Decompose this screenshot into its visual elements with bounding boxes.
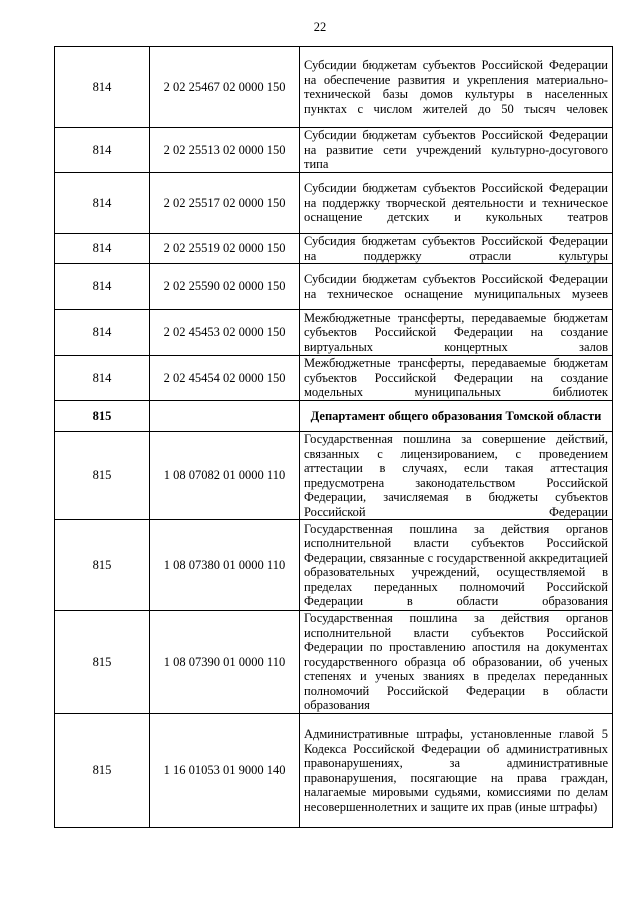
admin-code-cell: 815 [55, 611, 150, 714]
table-row [55, 432, 613, 520]
admin-code-cell: 814 [55, 128, 150, 173]
revenue-name-cell: Межбюджетные трансферты, передаваемые бюджетам субъектов Российской Федерации на создание виртуальных концертных залов [300, 310, 613, 356]
table-row [55, 714, 613, 828]
admin-code-cell: 814 [55, 310, 150, 356]
budget-revenue-table [54, 46, 613, 828]
admin-code-cell: 815 [55, 401, 150, 432]
admin-code-cell: 814 [55, 264, 150, 310]
revenue-name-cell: Государственная пошлина за действия органов исполнительной власти субъектов Российской Федерации по проставлению апостиля на документах государственного образца об образовании, об ученых степенях и ученых званиях в пределах переданных полномочий Российской Федерации в области образования [300, 611, 613, 714]
admin-code-cell: 815 [55, 432, 150, 520]
table-row [55, 128, 613, 173]
page-number: 22 [313, 20, 327, 34]
revenue-name-cell: Государственная пошлина за действия органов исполнительной власти субъектов Российской Федерации, связанные с государственной аккредитацией образовательных учреждений, осуществляемой в пределах переданных полномочий Российской Федерации в области образования [300, 520, 613, 611]
budget-code-cell: 2 02 25513 02 0000 150 [150, 128, 300, 173]
admin-code-cell: 814 [55, 173, 150, 234]
admin-code-cell: 815 [55, 714, 150, 828]
budget-code-cell: 2 02 45454 02 0000 150 [150, 356, 300, 401]
table-row [55, 173, 613, 234]
department-name-cell: Департамент общего образования Томской области [300, 401, 613, 432]
revenue-name-cell: Субсидии бюджетам субъектов Российской Федерации на техническое оснащение муниципальных музеев [300, 264, 613, 310]
budget-code-cell: 2 02 25467 02 0000 150 [150, 47, 300, 128]
budget-code-cell [150, 401, 300, 432]
revenue-name-cell: Субсидии бюджетам субъектов Российской Федерации на обеспечение развития и укрепления материально-технической базы домов культуры в населенных пунктах с числом жителей до 50 тысяч человек [300, 47, 613, 128]
revenue-name-cell: Субсидия бюджетам субъектов Российской Федерации на поддержку отрасли культуры [300, 234, 613, 264]
budget-code-cell: 1 08 07380 01 0000 110 [150, 520, 300, 611]
budget-code-cell: 1 08 07390 01 0000 110 [150, 611, 300, 714]
table-row [55, 234, 613, 264]
table-row [55, 264, 613, 310]
revenue-name-cell: Административные штрафы, установленные главой 5 Кодекса Российской Федерации об административных правонарушениях, за административные правонарушения, посягающие на права граждан, налагаемые мировыми судьями, комиссиями по делам несовершеннолетних и защите их прав (иные штрафы) [300, 714, 613, 828]
revenue-name-cell: Субсидии бюджетам субъектов Российской Федерации на развитие сети учреждений культурно-досугового типа [300, 128, 613, 173]
admin-code-cell: 814 [55, 234, 150, 264]
budget-code-cell: 2 02 25519 02 0000 150 [150, 234, 300, 264]
admin-code-cell: 814 [55, 356, 150, 401]
budget-code-cell: 2 02 25517 02 0000 150 [150, 173, 300, 234]
admin-code-cell: 815 [55, 520, 150, 611]
department-row [55, 401, 613, 432]
budget-code-cell: 1 16 01053 01 9000 140 [150, 714, 300, 828]
table-row [55, 520, 613, 611]
budget-code-cell: 1 08 07082 01 0000 110 [150, 432, 300, 520]
budget-code-cell: 2 02 45453 02 0000 150 [150, 310, 300, 356]
table-row [55, 310, 613, 356]
revenue-name-cell: Государственная пошлина за совершение действий, связанных с лицензированием, с проведением аттестации в случаях, если такая аттестация предусмотрена законодательством Российской Федерации, зачисляемая в бюджеты субъектов Российской Федерации [300, 432, 613, 520]
table-row [55, 611, 613, 714]
revenue-name-cell: Межбюджетные трансферты, передаваемые бюджетам субъектов Российской Федерации на создание модельных муниципальных библиотек [300, 356, 613, 401]
revenue-name-cell: Субсидии бюджетам субъектов Российской Федерации на поддержку творческой деятельности и техническое оснащение детских и кукольных театров [300, 173, 613, 234]
table-row [55, 356, 613, 401]
admin-code-cell: 814 [55, 47, 150, 128]
budget-code-cell: 2 02 25590 02 0000 150 [150, 264, 300, 310]
table-row [55, 47, 613, 128]
